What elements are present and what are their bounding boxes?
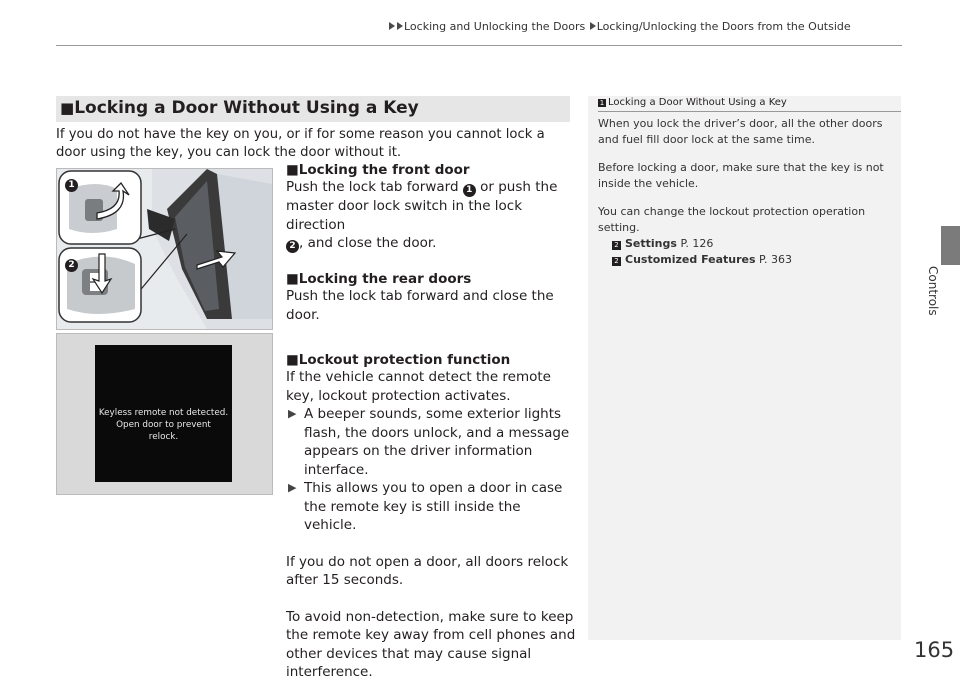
lockout-bullet: ▶ This allows you to open a door in case the remote key is still inside the vehicle.	[288, 480, 563, 533]
lockout-heading: ■Lockout protection function	[286, 352, 511, 368]
relock-paragraph: If you do not open a door, all doors relock after 15 seconds.	[286, 553, 569, 588]
callout-2-icon: 2	[65, 259, 78, 272]
lockout-bullet: ▶ A beeper sounds, some exterior lights flash, the doors unlock, and a message appears on the driver information interface.	[288, 406, 570, 478]
front-door-text: Push the lock tab forward 1 or push the master door lock switch in the lock direction 2 , and close the door.	[286, 179, 558, 251]
cross-reference-icon: 2	[612, 257, 621, 266]
door-lock-illustration	[56, 168, 273, 330]
chapter-tab-marker[interactable]	[941, 226, 960, 265]
arrow-bullet-icon: ▶	[288, 481, 297, 494]
driver-information-display	[95, 345, 232, 482]
instructions-column	[286, 162, 576, 682]
section-title: ■Locking a Door Without Using a Key	[60, 98, 419, 118]
lockout-text: If the vehicle cannot detect the remote key, lockout protection activates.	[286, 369, 551, 404]
rear-door-text: Push the lock tab forward and close the door.	[286, 288, 554, 323]
breadcrumb-level2[interactable]: Locking/Unlocking the Doors from the Outside	[596, 20, 851, 33]
cross-reference-icon: 2	[612, 241, 621, 250]
section-intro: If you do not have the key on you, or if for some reason you cannot lock a door using the key, you can lock the door without it.	[56, 127, 545, 160]
lockout-display-illustration	[56, 333, 273, 495]
breadcrumb-arrow-icon	[590, 22, 596, 30]
callout-1-icon: 1	[65, 179, 78, 192]
sidebar-paragraph: Before locking a door, make sure that the key is not inside the vehicle.	[598, 161, 884, 190]
page-number: 165	[914, 638, 955, 662]
door-lock-drawing	[57, 169, 272, 329]
customized-features-link[interactable]: 2 Customized Features P. 363	[598, 252, 894, 268]
sidebar-paragraph: When you lock the driver’s door, all the other doors and fuel fill door lock at the same time.	[598, 117, 883, 146]
non-detection-paragraph: To avoid non-detection, make sure to keep the remote key away from cell phones and other devices that may cause signal interference.	[286, 608, 576, 680]
front-door-heading: ■Locking the front door	[286, 162, 470, 178]
rear-door-heading: ■Locking the rear doors	[286, 271, 472, 287]
breadcrumb	[388, 20, 851, 33]
breadcrumb-arrow-icon	[389, 22, 395, 30]
note-tag-icon: 1	[599, 99, 605, 107]
header-rule	[56, 45, 902, 46]
sidebar-paragraph: You can change the lockout protection operation setting.	[598, 205, 866, 234]
arrow-bullet-icon: ▶	[288, 407, 297, 420]
breadcrumb-level1[interactable]: Locking and Unlocking the Doors	[404, 20, 586, 33]
breadcrumb-arrow-icon	[397, 22, 403, 30]
callout-2-icon: 2	[286, 240, 299, 253]
callout-1-icon: 1	[463, 184, 476, 197]
settings-link[interactable]: 2 Settings P. 126	[598, 236, 894, 252]
chapter-tab-label: Controls	[926, 266, 940, 316]
sidebar-rule	[598, 111, 901, 112]
sidebar-title: 1 Locking a Door Without Using a Key	[599, 97, 787, 108]
sidebar-body	[598, 116, 894, 268]
square-bullet-icon: ■	[60, 99, 75, 117]
display-message: Keyless remote not detected. Open door to prevent relock.	[98, 408, 229, 442]
